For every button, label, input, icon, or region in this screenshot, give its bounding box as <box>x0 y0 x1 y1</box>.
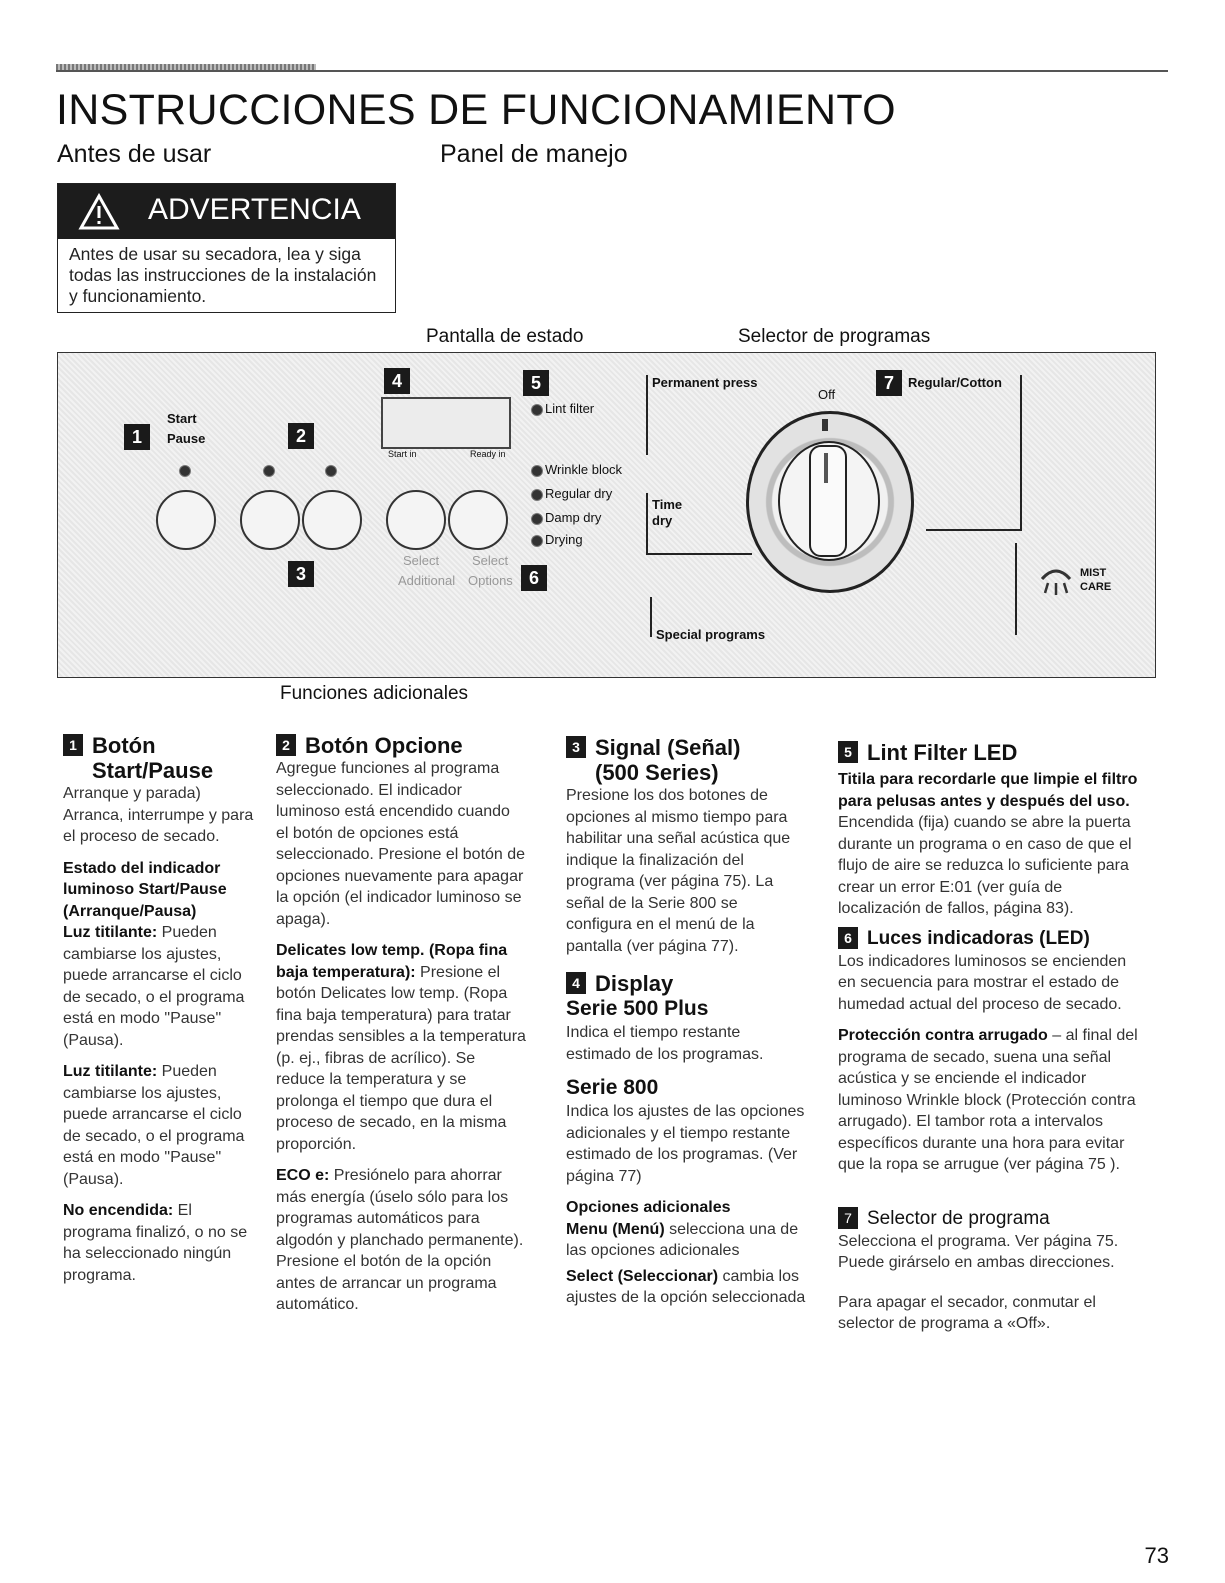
start-label: Start <box>167 411 197 426</box>
damp-dry-label: Damp dry <box>545 510 602 525</box>
selector-off-desc: Para apagar el secador, conmutar el selector de programa a «Off». <box>838 1293 1096 1332</box>
dial-off-mark <box>822 419 828 431</box>
wrinkle-block-led <box>531 465 543 477</box>
start-in-label: Start in <box>388 449 417 459</box>
drying-label: Drying <box>545 532 583 547</box>
warning-box <box>57 183 396 313</box>
blinking-2-label: Luz titilante: <box>63 1063 158 1080</box>
wrinkle-text: – al final del programa de secado, suena una señal acústica y se enciende el indicador luminoso Wrinkle block (Protección contra arrugado). El tambor rota a intervalos específicos durante una hora para evitar que la ropa se arrugue (ver página 75 ). <box>838 1027 1138 1173</box>
care-label: CARE <box>1080 581 1112 593</box>
damp-dry-led <box>531 513 543 525</box>
start-pause-desc: Arranque y parada) Arranca, interrumpe y para el proceso de secado. <box>63 785 254 845</box>
blinking-1-text: Pueden cambiarse los ajustes, puede arrancarse el ciclo de secado, o el programa está en modo "Pause" (Pausa). <box>63 924 245 1049</box>
off-label: Off <box>818 387 836 402</box>
eco-label: ECO e: <box>276 1167 330 1184</box>
leds-desc: Los indicadores luminosos se encienden en secuencia para mostrar el estado de humedad actual del proceso de secado. <box>838 952 1127 1013</box>
bracket-perm-press <box>646 375 648 455</box>
serie-500-plus: Serie 500 Plus <box>566 997 709 1020</box>
heading-options <box>276 733 526 758</box>
page-number: 73 <box>1144 1543 1169 1568</box>
options-desc: Agregue funciones al programa seleccionado. El indicador luminoso está encendido cuando el botón de opciones está seleccionado. Presione el botón de opciones nuevamente para apagar la opción (el indicador luminoso se apaga). <box>276 760 526 928</box>
bracket-regular-cotton-h <box>926 529 1022 531</box>
heading-line-2: Start/Pause <box>92 758 214 783</box>
signal-line-2: (500 Series) <box>595 760 719 785</box>
not-lit <box>63 1200 259 1286</box>
blinking-1 <box>63 922 259 1051</box>
heading-leds-text: Luces indicadoras (LED) <box>867 927 1090 949</box>
select-label-2: Select <box>472 553 509 568</box>
additional-label: Additional <box>398 573 456 588</box>
heading-start-pause <box>63 733 259 783</box>
heading-lint-filter <box>838 740 1138 765</box>
serie-800: Serie 800 <box>566 1076 659 1099</box>
pause-label: Pause <box>167 431 206 446</box>
dial-grip[interactable] <box>809 445 847 557</box>
mist-label: MIST <box>1080 567 1107 579</box>
section-options <box>276 733 526 1316</box>
blinking-2 <box>63 1061 259 1190</box>
start-pause-led <box>179 465 191 477</box>
header-rule <box>56 70 1168 72</box>
blinking-2-text: Pueden cambiarse los ajustes, puede arrancarse el ciclo de secado, o el programa está en modo "Pause" (Pausa). <box>63 1063 245 1188</box>
additional-options-heading: Opciones adicionales <box>566 1199 731 1216</box>
indicator-status-heading: Estado del indicador luminoso Start/Pause (Arranque/Pausa) <box>63 859 227 920</box>
menu-button[interactable] <box>386 490 446 550</box>
subtitle-control-panel: Panel de manejo <box>440 140 628 168</box>
label-additional-functions: Funciones adicionales <box>276 683 472 705</box>
option-button-2[interactable] <box>302 490 362 550</box>
select-button[interactable] <box>448 490 508 550</box>
dial-pointer <box>824 453 828 483</box>
callout-7: 7 <box>876 370 902 396</box>
callout-2: 2 <box>288 423 314 449</box>
select-text: cambia los ajustes de la opción seleccionada <box>566 1267 806 1306</box>
lint-filter-text: Encendida (fija) cuando se abre la puerta durante un programa o en caso de que el flujo de aire se reduzca lo suficiente para crear un error E:01 (ver guía de localización de fallos, página 83). <box>838 814 1132 917</box>
wrinkle-block-label: Wrinkle block <box>545 462 623 477</box>
display-screen <box>381 397 511 449</box>
option-led-1 <box>263 465 275 477</box>
heading-line-1: Botón <box>92 733 156 758</box>
callout-1: 1 <box>124 424 150 450</box>
regular-dry-led <box>531 489 543 501</box>
heading-display-text: Display <box>595 971 674 996</box>
serie-500-desc: Indica el tiempo restante estimado de los programas. <box>566 1024 764 1063</box>
ready-in-label: Ready in <box>470 449 506 459</box>
subtitle-before-use: Antes de usar <box>57 140 212 168</box>
select-label: Select (Seleccionar) <box>566 1267 719 1285</box>
heading-signal-text <box>595 735 740 785</box>
bracket-time-dry <box>646 493 648 555</box>
dry-label: dry <box>652 513 673 528</box>
bracket-regular-cotton <box>1020 375 1022 531</box>
drying-led <box>531 535 543 547</box>
lint-filter-label: Lint filter <box>545 401 595 416</box>
heading-leds <box>838 926 1138 951</box>
heading-program-selector-text: Selector de programa <box>867 1207 1050 1229</box>
heading-program-selector <box>838 1206 1138 1231</box>
delicates-text: Presione el botón Delicates low temp. (Ropa fina baja temperatura) para tratar prendas sensibles a la temperatura (p. ej., fibras de acrílico). Se reduce la temperatura y se prolonga el tiempo que dura el proceso de secado, en la misma proporción. <box>276 963 526 1153</box>
warning-triangle-icon <box>78 193 120 231</box>
wrinkle-protection <box>838 1025 1138 1176</box>
heading-display <box>566 971 806 996</box>
warning-title: ADVERTENCIA <box>148 193 361 226</box>
select-label-1: Select <box>403 553 440 568</box>
bracket-special <box>650 597 652 637</box>
wrinkle-label: Protección contra arrugado <box>838 1027 1048 1044</box>
regular-dry-label: Regular dry <box>545 486 613 501</box>
bracket-time-dry-h <box>646 553 752 555</box>
callout-3: 3 <box>288 561 314 587</box>
callout-3-text: 3 <box>566 736 586 758</box>
callout-4-text: 4 <box>566 972 586 994</box>
callout-4: 4 <box>384 368 410 394</box>
callout-6-text: 6 <box>838 927 858 949</box>
delicates-low-temp <box>276 940 526 1155</box>
option-button-1[interactable] <box>240 490 300 550</box>
start-pause-button[interactable] <box>156 490 216 550</box>
heading-signal <box>566 735 806 785</box>
blinking-1-label: Luz titilante: <box>63 924 158 941</box>
serie-800-desc: Indica los ajustes de las opciones adicionales y el tiempo restante estimado de los programas. (Ver página 77) <box>566 1103 805 1185</box>
not-lit-label: No encendida: <box>63 1202 174 1219</box>
callout-5: 5 <box>523 370 549 396</box>
menu-text: selecciona una de las opciones adicionales <box>566 1220 799 1259</box>
control-panel-illustration <box>57 352 1156 678</box>
callout-7-text: 7 <box>838 1207 858 1229</box>
menu-desc <box>566 1219 806 1262</box>
section-start-pause <box>63 733 259 1286</box>
delicates-label: Delicates low temp. (Ropa fina baja temperatura): <box>276 942 508 981</box>
selector-desc: Selecciona el programa. Ver página 75. Puede girárselo en ambas direcciones. <box>838 1232 1119 1271</box>
permanent-press-label: Permanent press <box>652 375 758 390</box>
heading-start-pause-text <box>92 733 213 783</box>
callout-5-text: 5 <box>838 741 858 763</box>
signal-desc: Presione los dos botones de opciones al mismo tiempo para habilitar una señal acústica que indique la finalización del programa (ver página 75). La señal de la Serie 800 se configura en el menú de la pantalla (ver página 77). <box>566 787 791 955</box>
not-lit-text: El programa finalizó, o no se ha seleccionado ningún programa. <box>63 1202 248 1284</box>
page-title: INSTRUCCIONES DE FUNCIONAMIENTO <box>56 86 896 134</box>
menu-label: Menu (Menú) <box>566 1220 665 1238</box>
heading-options-text: Botón Opcione <box>305 733 463 758</box>
callout-1-text: 1 <box>63 734 83 756</box>
section-lint-leds-selector <box>838 740 1138 1335</box>
callout-6: 6 <box>521 565 547 591</box>
special-programs-label: Special programs <box>656 627 766 642</box>
label-status-display: Pantalla de estado <box>422 326 587 348</box>
heading-lint-filter-text: Lint Filter LED <box>867 740 1018 765</box>
mist-care-icon <box>1036 561 1076 601</box>
lint-filter-bold: Titila para recordarle que limpie el filtro para pelusas antes y después del uso. <box>838 771 1138 810</box>
eco-text: Presiónelo para ahorrar más energía (úselo sólo para los programas automáticos para algodón y planchado permanente). Presione el botón de la opción antes de arrancar un programa automático. <box>276 1167 524 1313</box>
warning-text: Antes de usar su secadora, lea y siga todas las instrucciones de la instalación y funcionamiento. <box>69 244 377 306</box>
time-label: Time <box>652 497 683 512</box>
select-desc <box>566 1266 806 1309</box>
eco-option <box>276 1165 526 1316</box>
callout-2-text: 2 <box>276 734 296 756</box>
regular-cotton-label: Regular/Cotton <box>908 375 1002 390</box>
signal-line-1: Signal (Señal) <box>595 735 741 760</box>
section-signal-display <box>566 735 806 1309</box>
options-label: Options <box>468 573 513 588</box>
warning-header <box>58 184 395 239</box>
label-program-selector: Selector de programas <box>734 326 934 348</box>
lint-filter-led <box>531 404 543 416</box>
option-led-2 <box>325 465 337 477</box>
lint-filter-desc <box>838 769 1138 920</box>
divider-right <box>1015 543 1017 635</box>
